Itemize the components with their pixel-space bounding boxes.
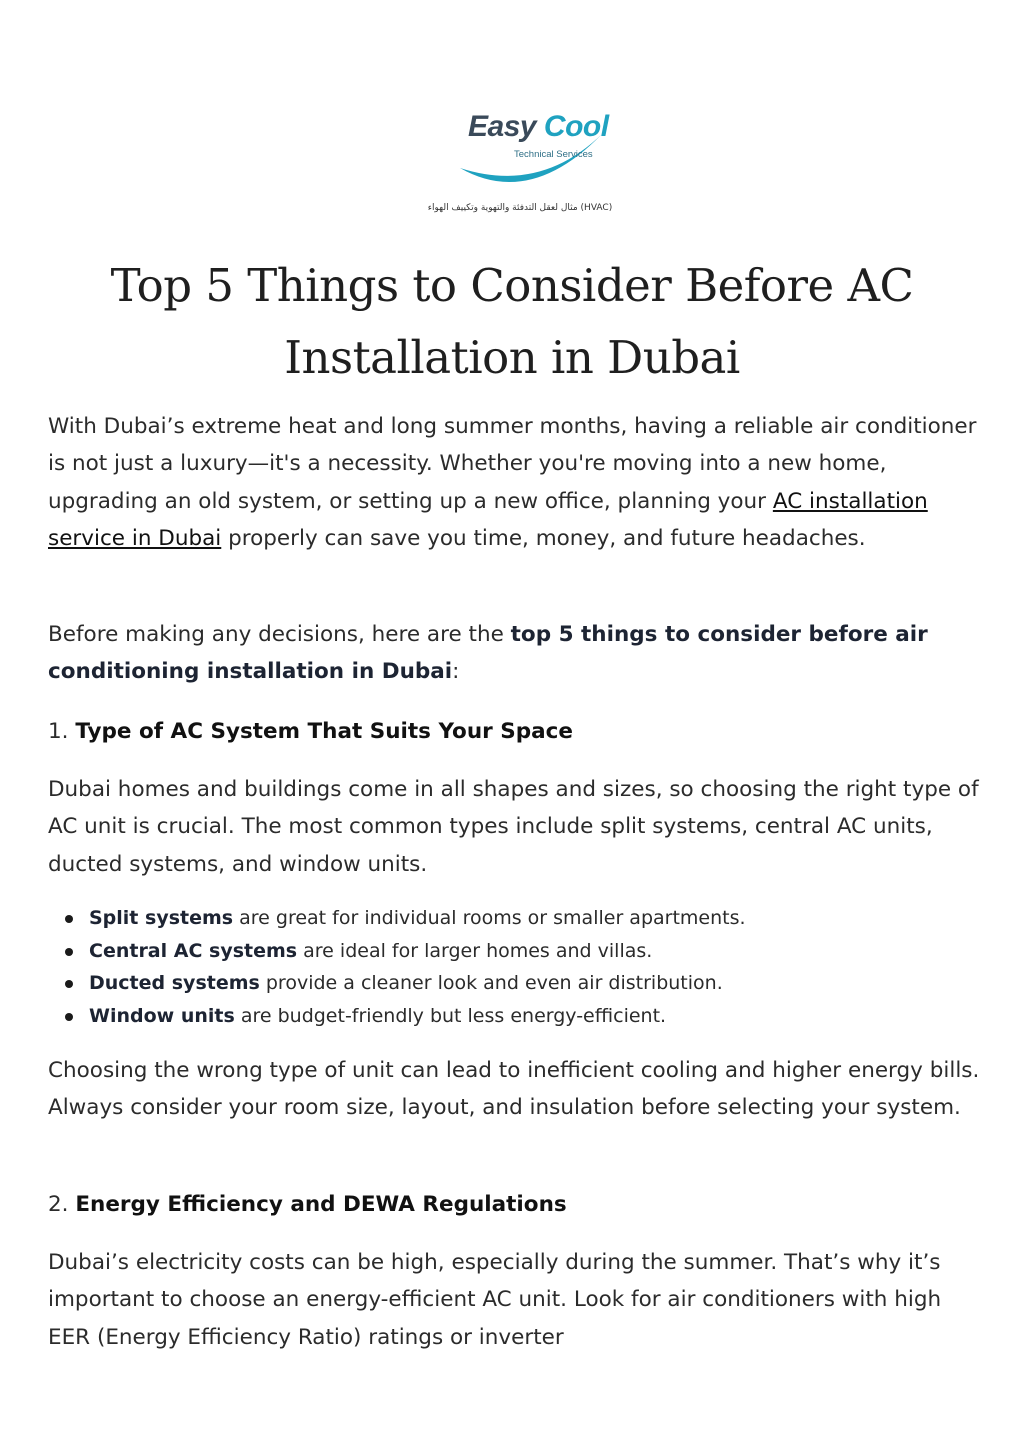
section-1-title: Type of AC System That Suits Your Space (75, 719, 573, 744)
ac-types-list (48, 902, 983, 1032)
lead-text-before: Before making any decisions, here are the (48, 622, 511, 647)
intro-text-before: With Dubai’s extreme heat and long summer months, having a reliable air conditioner is not just a luxury—it's a necessity. Whether you're moving into a new home, upgrading an old system, or setting up a new office, planning your (48, 414, 977, 514)
list-item (48, 1000, 983, 1033)
intro-text-after: properly can save you time, money, and future headaches. (221, 525, 866, 551)
section-1-closing: Choosing the wrong type of unit can lead to inefficient cooling and higher energy bills. Always consider your room size, layout, and insulation before selecting your system. (48, 1058, 980, 1121)
lead-paragraph (48, 616, 983, 691)
logo-subtitle: Technical Services (514, 149, 593, 160)
logo-arabic-tagline: مثال لعقل التدفئة والتهوية وتكييف الهواء (HVAC) (427, 203, 613, 213)
bullet-icon (65, 948, 73, 956)
list-item (48, 935, 983, 968)
ac-installation-link[interactable]: AC installation service in Dubai (48, 488, 928, 551)
list-item-text: provide a cleaner look and even air distribution. (259, 972, 723, 994)
section-1-heading (48, 716, 983, 748)
page-title: Top 5 Things to Consider Before AC Installation in Dubai (110, 259, 914, 384)
section-1-number: 1. (48, 719, 69, 744)
list-item-term: Central AC systems (89, 939, 298, 962)
bullet-icon (65, 980, 73, 988)
list-item-term: Ducted systems (89, 972, 260, 994)
section-2-number: 2. (48, 1192, 69, 1217)
logo-wordmark (468, 110, 609, 144)
list-item (48, 902, 983, 935)
list-item-term: Split systems (89, 907, 234, 929)
list-item-text: are great for individual rooms or smaller apartments. (233, 907, 746, 929)
lead-text-after: : (452, 659, 460, 685)
section-1-paragraph: Dubai homes and buildings come in all shapes and sizes, so choosing the right type of AC unit is crucial. The most common types include split systems, central AC units, ducted systems, and window units. (48, 777, 979, 877)
list-item (48, 967, 983, 1000)
list-item-text: are budget-friendly but less energy-efficient. (234, 1004, 667, 1027)
section-2-paragraph: Dubai’s electricity costs can be high, especially during the summer. That’s why it’s important to choose an energy-efficient AC unit. Look for air conditioners with high EER (Energy Efficiency Ratio) ratings or inverter (48, 1250, 942, 1350)
list-item-text: are ideal for larger homes and villas. (297, 939, 653, 962)
section-2-title: Energy Efficiency and DEWA Regulations (75, 1192, 567, 1217)
bullet-icon (65, 1013, 73, 1021)
company-logo (420, 58, 620, 223)
intro-paragraph (48, 408, 983, 557)
list-item-term: Window units (89, 1004, 235, 1027)
logo-word-cool: Cool (543, 110, 609, 143)
lead-bold-text: top 5 things to consider before air conditioning installation in Dubai (48, 622, 928, 685)
bullet-icon (65, 915, 73, 923)
section-2-heading (48, 1189, 983, 1221)
logo-word-easy: Easy (468, 110, 537, 143)
